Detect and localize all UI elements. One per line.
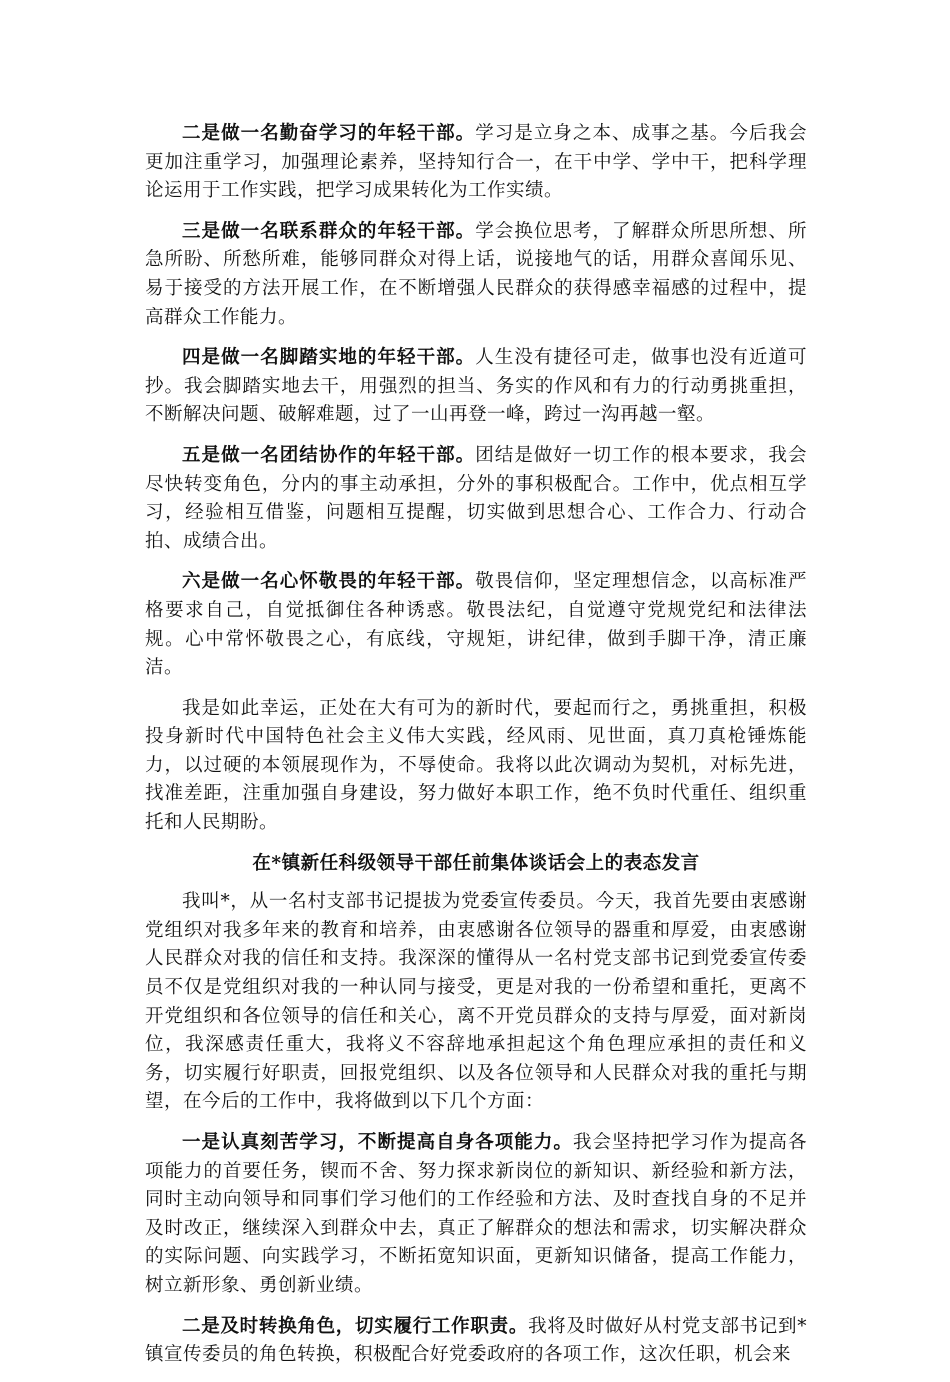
paragraph-role-change	[145, 1313, 807, 1370]
document-body	[145, 120, 807, 1382]
paragraph-down-to-earth	[145, 344, 807, 430]
paragraph-learning	[145, 1129, 807, 1301]
paragraph-text: 我将及时做好从村党支部书记到*镇宣传委员的角色转换，积极配合好党委政府的各项工作，这次任职，机会来	[145, 1315, 807, 1366]
intro-paragraph: 我叫*，从一名村支部书记提拔为党委宣传委员。今天，我首先要由衷感谢党组织对我多年来的教育和培养，由衷感谢各位领导的器重和厚爱，由衷感谢人民群众对我的信任和支持。我深深的懂得从一名村党支部书记到党委宣传委员不仅是党组织对我的一种认同与接受，更是对我的一份希望和重托，更离不开党组织和各位领导的信任和关心，离不开党员群众的支持与厚爱，面对新岗位，我深感责任重大，我将义不容辞地承担起这个角色理应承担的责任和义务，切实履行好职责，回报党组织、以及各位领导和人民群众对我的重托与期望，在今后的工作中，我将做到以下几个方面：	[145, 891, 807, 1113]
paragraph-text: 人生没有捷径可走，做事也没有近道可抄。我会脚踏实地去干，用强烈的担当、务实的作风和有力的行动勇挑重担，不断解决问题、破解难题，过了一山再登一峰，跨过一沟再越一壑。	[145, 347, 807, 426]
closing-paragraph: 我是如此幸运，正处在大有可为的新时代，要起而行之，勇挑重担，积极投身新时代中国特色社会主义伟大实践，经风雨、见世面，真刀真枪锤炼能力，以过硬的本领展现作为，不辱使命。我将以此次调动为契机，对标先进，找准差距，注重加强自身建设，努力做好本职工作，绝不负时代重任、组织重托和人民期盼。	[145, 697, 807, 834]
paragraph-lead: 六是做一名心怀敬畏的年轻干部。	[182, 571, 476, 593]
paragraph-lead: 二是做一名勤奋学习的年轻干部。	[182, 123, 476, 144]
paragraph-lead: 二是及时转换角色，切实履行工作职责。	[182, 1315, 529, 1337]
paragraph-lead: 一是认真刻苦学习，不断提高自身各项能力。	[182, 1132, 573, 1153]
paragraph-text: 学会换位思考，了解群众所思所想、所急所盼、所愁所难，能够同群众对得上话，说接地气的话，用群众喜闻乐见、易于接受的方法开展工作，在不断增强人民群众的获得感幸福感的过程中，提高群众工作能力。	[145, 220, 807, 328]
paragraph-study	[145, 120, 807, 206]
section-title: 在*镇新任科级领导干部任前集体谈话会上的表态发言	[252, 852, 700, 874]
paragraph-reverence	[145, 568, 807, 682]
paragraph-text: 学习是立身之本、成事之基。今后我会更加注重学习，加强理论素养，坚持知行合一，在干中学、学中干，把科学理论运用于工作实践，把学习成果转化为工作实绩。	[145, 123, 807, 202]
paragraph-lead: 三是做一名联系群众的年轻干部。	[182, 220, 476, 242]
paragraph-lead: 五是做一名团结协作的年轻干部。	[182, 444, 476, 466]
paragraph-text: 我会坚持把学习作为提高各项能力的首要任务，锲而不舍、努力探求新岗位的新知识、新经验和新方法，同时主动向领导和同事们学习他们的工作经验和方法、及时查找自身的不足并及时改正，继续深入到群众中去，真正了解群众的想法和需求，切实解决群众的实际问题、向实践学习，不断拓宽知识面，更新知识储备，提高工作能力，树立新形象、勇创新业绩。	[145, 1132, 807, 1296]
paragraph-masses	[145, 218, 807, 332]
paragraph-text: 敬畏信仰，坚定理想信念，以高标准严格要求自己，自觉抵御住各种诱惑。敬畏法纪，自觉遵守党规党纪和法律法规。心中常怀敬畏之心，有底线，守规矩，讲纪律，做到手脚干净，清正廉洁。	[145, 571, 807, 679]
paragraph-teamwork	[145, 442, 807, 556]
paragraph-lead: 四是做一名脚踏实地的年轻干部。	[182, 347, 476, 369]
paragraph-text: 团结是做好一切工作的根本要求，我会尽快转变角色，分内的事主动承担，分外的事积极配合。工作中，优点相互学习，经验相互借鉴，问题相互提醒，切实做到思想合心、工作合力、行动合拍、成绩合出。	[145, 444, 807, 552]
